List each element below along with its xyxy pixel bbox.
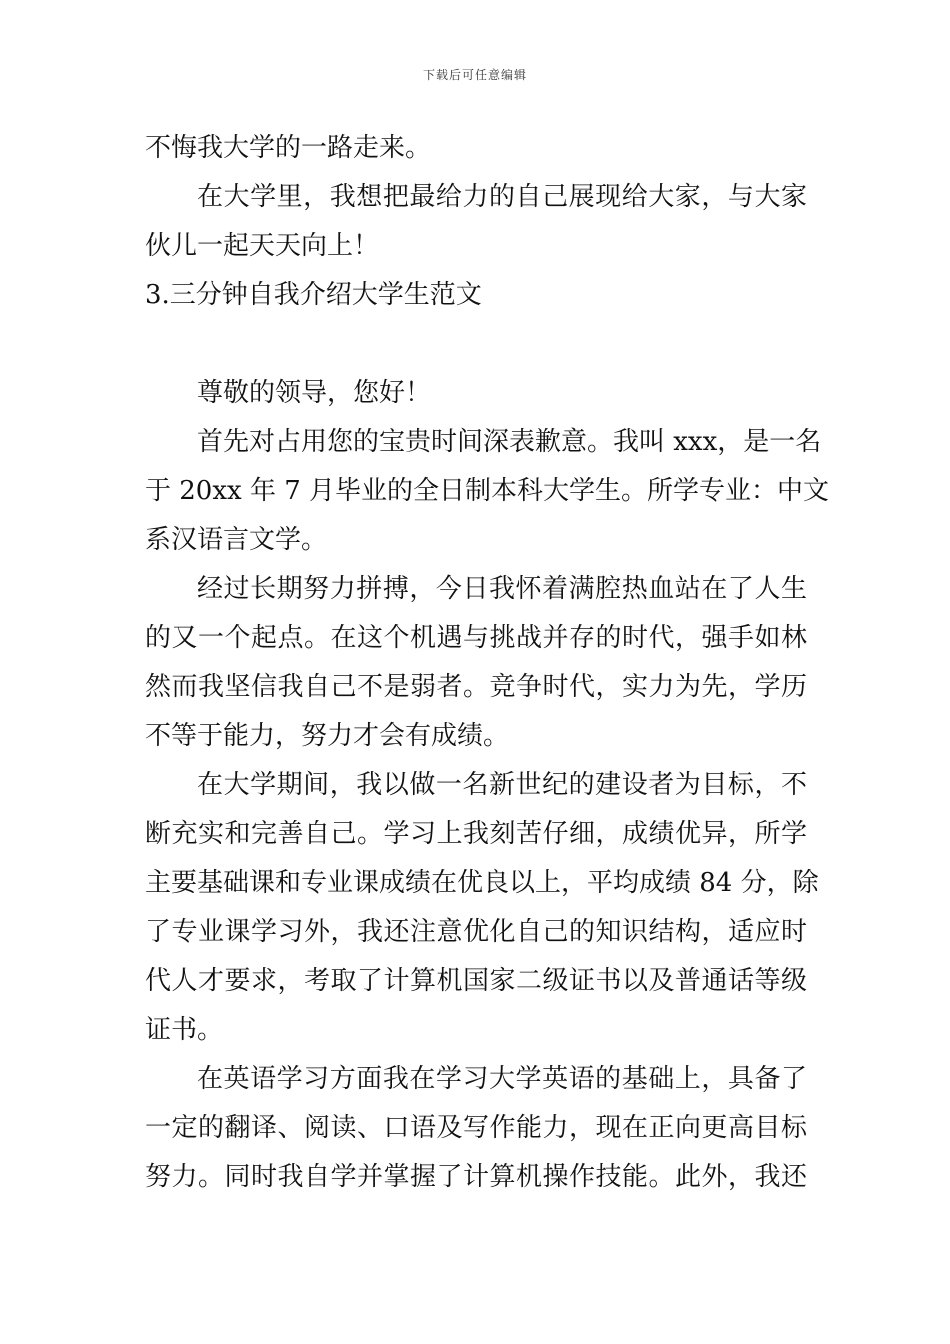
- text-line: 于 20xx 年 7 月毕业的全日制本科大学生。所学专业：中文: [145, 476, 830, 506]
- text-line: 然而我坚信我自己不是弱者。竞争时代，实力为先，学历: [145, 672, 807, 702]
- section-heading: 3.三分钟自我介绍大学生范文: [145, 280, 482, 310]
- text-line: 在大学里，我想把最给力的自己展现给大家，与大家: [197, 182, 807, 212]
- text-line: 代人才要求，考取了计算机国家二级证书以及普通话等级: [145, 966, 807, 996]
- page-header: 下载后可任意编辑: [422, 68, 527, 82]
- document-body: [145, 124, 830, 1202]
- text-line: 努力。同时我自学并掌握了计算机操作技能。此外，我还: [145, 1162, 807, 1192]
- text-line: 在英语学习方面我在学习大学英语的基础上，具备了: [197, 1064, 807, 1094]
- text-line: 在大学期间，我以做一名新世纪的建设者为目标，不: [197, 770, 807, 800]
- salutation: 尊敬的领导，您好！: [197, 378, 432, 408]
- text-line: 主要基础课和专业课成绩在优良以上，平均成绩 84 分，除: [145, 868, 819, 898]
- text-line: 伙儿一起天天向上！: [145, 231, 380, 261]
- text-line: 不悔我大学的一路走来。: [145, 133, 432, 163]
- text-line: 系汉语言文学。: [145, 525, 328, 555]
- text-line: 证书。: [145, 1015, 224, 1045]
- blank-line: [145, 320, 807, 369]
- text-line: 的又一个起点。在这个机遇与挑战并存的时代，强手如林: [145, 623, 807, 653]
- text-line: 不等于能力，努力才会有成绩。: [145, 721, 510, 751]
- text-line: 首先对占用您的宝贵时间深表歉意。我叫 xxx，是一名: [197, 427, 822, 457]
- text-line: 断充实和完善自己。学习上我刻苦仔细，成绩优异，所学: [145, 819, 807, 849]
- text-line: 一定的翻译、阅读、口语及写作能力，现在正向更高目标: [145, 1113, 807, 1143]
- text-line: 了专业课学习外，我还注意优化自己的知识结构，适应时: [145, 917, 807, 947]
- text-line: 经过长期努力拼搏，今日我怀着满腔热血站在了人生: [197, 574, 807, 604]
